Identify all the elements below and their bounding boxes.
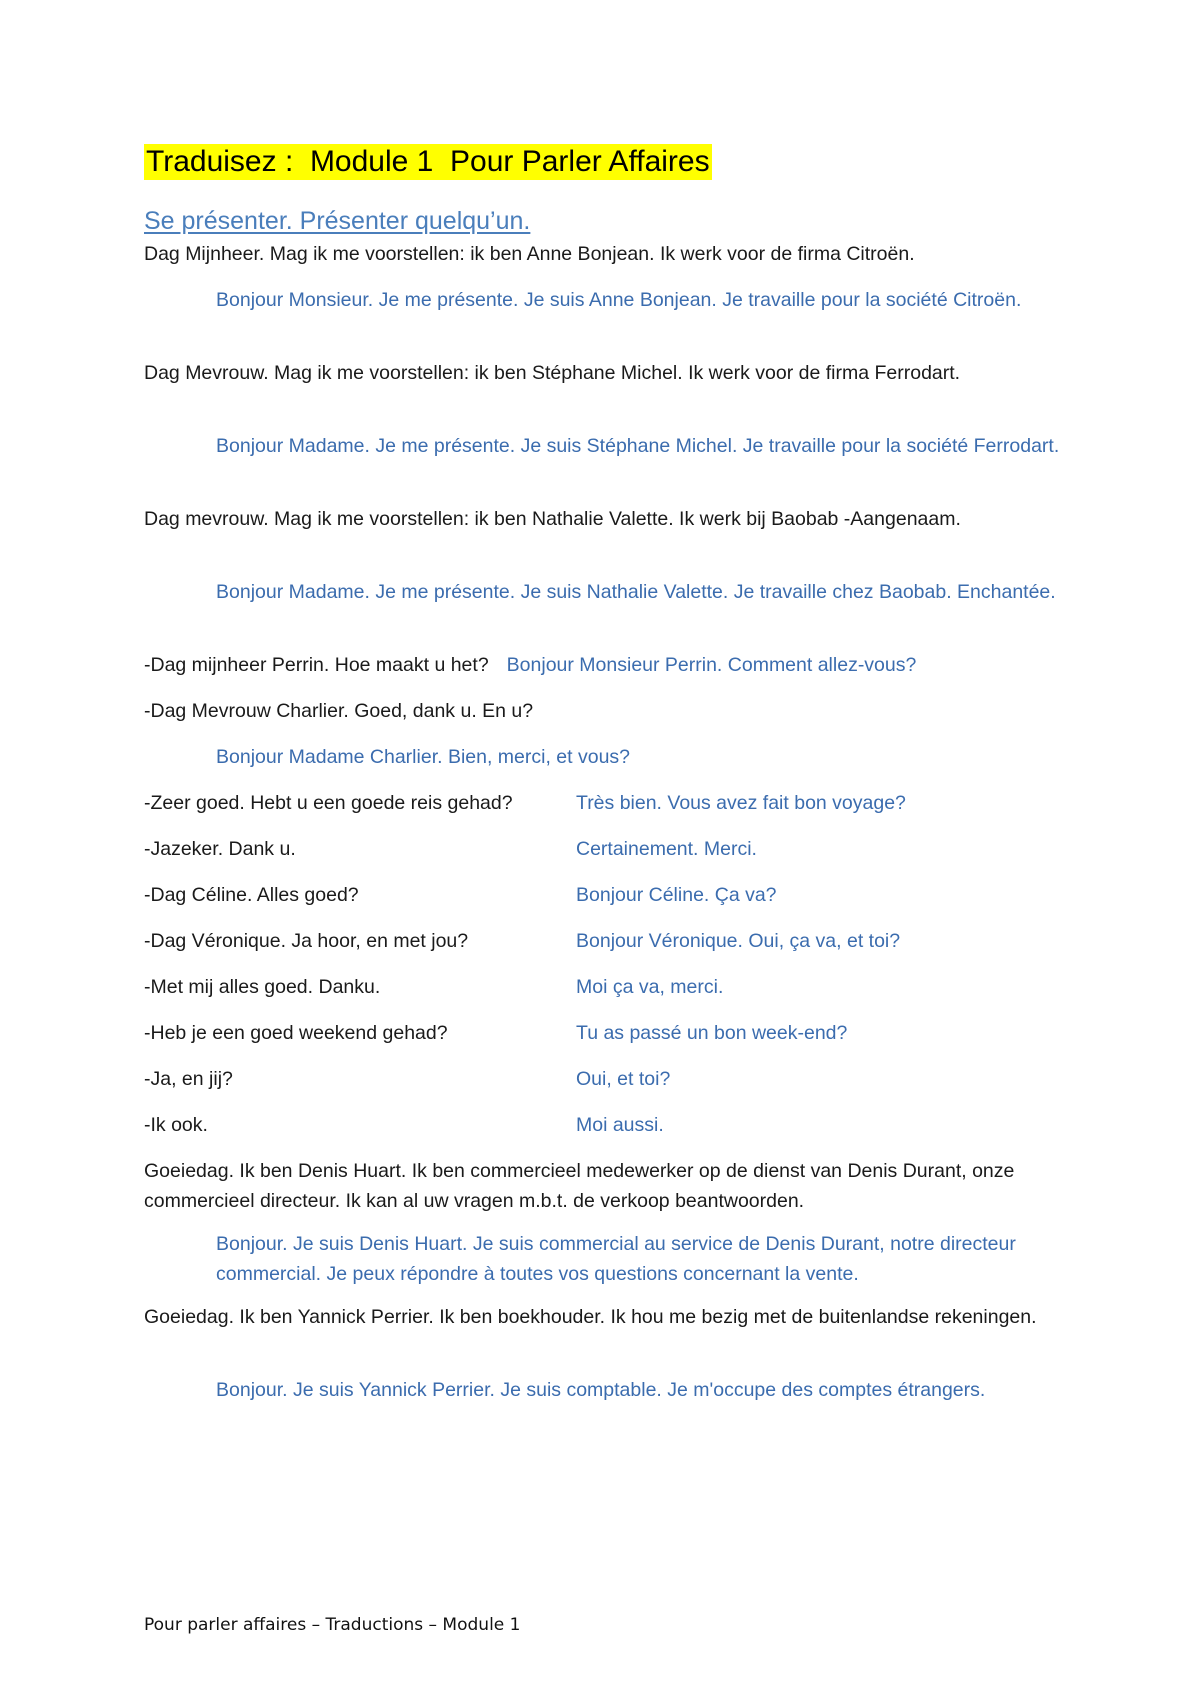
page-title: Traduisez : Module 1 Pour Parler Affaires	[146, 145, 710, 178]
dutch-line: -Heb je een goed weekend gehad?	[144, 1022, 448, 1044]
french-translation-1: Bonjour Monsieur. Je me présente. Je suis Anne Bonjean. Je travaille pour la société Citroën.	[216, 289, 1022, 311]
french-line: Bonjour Monsieur Perrin. Comment allez-vous?	[506, 654, 917, 676]
dutch-line: -Ik ook.	[144, 1114, 208, 1136]
dutch-line: -Zeer goed. Hebt u een goede reis gehad?	[144, 792, 513, 814]
french-translation-3: Bonjour Madame. Je me présente. Je suis Nathalie Valette. Je travaille chez Baobab. Enchantée.	[216, 581, 1056, 603]
section-heading: Se présenter. Présenter quelqu’un.	[144, 207, 531, 235]
french-translation-perrier: Bonjour. Je suis Yannick Perrier. Je suis comptable. Je m'occupe des comptes étrangers.	[216, 1379, 986, 1401]
french-translation-charlier: Bonjour Madame Charlier. Bien, merci, et vous?	[216, 746, 631, 768]
dutch-line: -Jazeker. Dank u.	[144, 838, 296, 860]
dutch-sentence-2: Dag Mevrouw. Mag ik me voorstellen: ik ben Stéphane Michel. Ik werk voor de firma Ferrodart.	[144, 362, 961, 384]
dutch-line: -Dag mijnheer Perrin. Hoe maakt u het?	[144, 654, 489, 676]
dutch-sentence-huart: Goeiedag. Ik ben Denis Huart. Ik ben commercieel medewerker op de dienst van Denis Durant, onze commercieel directeur. Ik kan al uw vragen m.b.t. de verkoop beantwoorden.	[144, 1160, 1015, 1212]
dutch-sentence-perrier: Goeiedag. Ik ben Yannick Perrier. Ik ben boekhouder. Ik hou me bezig met de buitenlandse rekeningen.	[144, 1306, 1037, 1328]
french-line: Moi ça va, merci.	[576, 976, 724, 998]
french-line: Certainement. Merci.	[576, 838, 757, 860]
dutch-sentence-charlier: -Dag Mevrouw Charlier. Goed, dank u. En u?	[144, 700, 534, 722]
inline-dialogue-line	[144, 651, 1064, 681]
dutch-line: -Met mij alles goed. Danku.	[144, 976, 381, 998]
french-translation-huart: Bonjour. Je suis Denis Huart. Je suis commercial au service de Denis Durant, notre directeur commercial. Je peux répondre à toutes vos questions concernant la vente.	[216, 1233, 1016, 1285]
french-line: Très bien. Vous avez fait bon voyage?	[576, 792, 906, 814]
page-footer: Pour parler affaires – Traductions – Module 1	[144, 1615, 521, 1635]
french-line: Tu as passé un bon week-end?	[576, 1022, 848, 1044]
french-line: Oui, et toi?	[576, 1068, 671, 1090]
dutch-sentence-1: Dag Mijnheer. Mag ik me voorstellen: ik ben Anne Bonjean. Ik werk voor de firma Citroën.	[144, 243, 915, 265]
french-translation-2: Bonjour Madame. Je me présente. Je suis Stéphane Michel. Je travaille pour la société Ferrodart.	[216, 435, 1060, 457]
dutch-sentence-3: Dag mevrouw. Mag ik me voorstellen: ik ben Nathalie Valette. Ik werk bij Baobab -Aangenaam.	[144, 508, 961, 530]
dutch-line: -Ja, en jij?	[144, 1068, 233, 1090]
dutch-line: -Dag Céline. Alles goed?	[144, 884, 359, 906]
dutch-line: -Dag Véronique. Ja hoor, en met jou?	[144, 930, 469, 952]
french-line: Moi aussi.	[576, 1114, 664, 1136]
french-line: Bonjour Céline. Ça va?	[576, 884, 777, 906]
french-line: Bonjour Véronique. Oui, ça va, et toi?	[576, 930, 901, 952]
